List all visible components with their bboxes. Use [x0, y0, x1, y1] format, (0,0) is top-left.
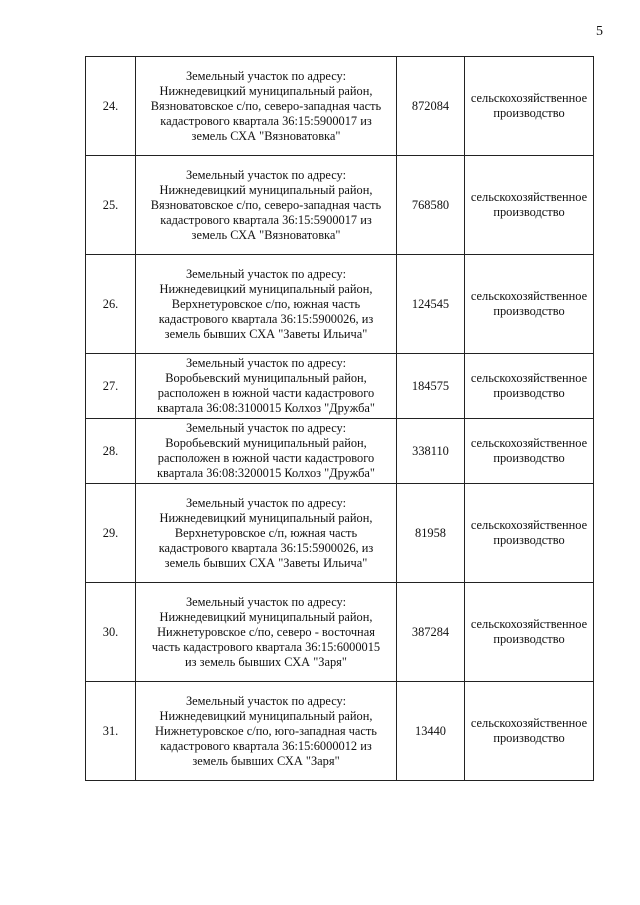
plot-description-cell: Земельный участок по адресу: Нижнедевицкий муниципальный район, Верхнетуровское с/п, южная часть кадастрового квартала 36:15:5900026, из земель бывших СХА "Заветы Ильича": [136, 484, 397, 583]
row-number-cell: 30.: [86, 583, 136, 682]
land-plots-table: [85, 56, 594, 781]
plot-description-cell: Земельный участок по адресу: Воробьевский муниципальный район, расположен в южной части кадастрового квартала 36:08:3100015 Колхоз "Дружба": [136, 354, 397, 419]
table-row: [86, 583, 594, 682]
row-number-cell: 25.: [86, 156, 136, 255]
plot-description-cell: Земельный участок по адресу: Нижнедевицкий муниципальный район, Нижнетуровское с/по, северо - восточная часть кадастрового квартала 36:15:6000015 из земель бывших СХА "Заря": [136, 583, 397, 682]
land-use-cell: сельскохозяйственное производство: [465, 354, 594, 419]
table-row: [86, 255, 594, 354]
land-use-cell: сельскохозяйственное производство: [465, 57, 594, 156]
plot-area-cell: 184575: [397, 354, 465, 419]
plot-description-cell: Земельный участок по адресу: Нижнедевицкий муниципальный район, Вязноватовское с/по, северо-западная часть кадастрового квартала 36:15:5900017 из земель СХА "Вязноватовка": [136, 57, 397, 156]
plot-description-cell: Земельный участок по адресу: Нижнедевицкий муниципальный район, Верхнетуровское с/по, южная часть кадастрового квартала 36:15:5900026, из земель бывших СХА "Заветы Ильича": [136, 255, 397, 354]
table-row: [86, 354, 594, 419]
plot-area-cell: 338110: [397, 419, 465, 484]
row-number-cell: 27.: [86, 354, 136, 419]
plot-area-cell: 81958: [397, 484, 465, 583]
plot-area-cell: 768580: [397, 156, 465, 255]
row-number-cell: 31.: [86, 682, 136, 781]
plot-description-cell: Земельный участок по адресу: Нижнедевицкий муниципальный район, Нижнетуровское с/по, юго-западная часть кадастрового квартала 36:15:6000012 из земель бывших СХА "Заря": [136, 682, 397, 781]
row-number-cell: 26.: [86, 255, 136, 354]
land-use-cell: сельскохозяйственное производство: [465, 255, 594, 354]
row-number-cell: 28.: [86, 419, 136, 484]
plot-description-cell: Земельный участок по адресу: Нижнедевицкий муниципальный район, Вязноватовское с/по, северо-западная часть кадастрового квартала 36:15:5900017 из земель СХА "Вязноватовка": [136, 156, 397, 255]
land-use-cell: сельскохозяйственное производство: [465, 682, 594, 781]
land-use-cell: сельскохозяйственное производство: [465, 156, 594, 255]
land-use-cell: сельскохозяйственное производство: [465, 583, 594, 682]
land-use-cell: сельскохозяйственное производство: [465, 419, 594, 484]
page-number: 5: [596, 24, 603, 39]
plot-area-cell: 387284: [397, 583, 465, 682]
plot-area-cell: 124545: [397, 255, 465, 354]
plot-description-cell: Земельный участок по адресу: Воробьевский муниципальный район, расположен в южной части кадастрового квартала 36:08:3200015 Колхоз "Дружба": [136, 419, 397, 484]
plot-area-cell: 872084: [397, 57, 465, 156]
table-row: [86, 484, 594, 583]
table-row: [86, 156, 594, 255]
table-row: [86, 419, 594, 484]
table-row: [86, 57, 594, 156]
row-number-cell: 29.: [86, 484, 136, 583]
table-row: [86, 682, 594, 781]
row-number-cell: 24.: [86, 57, 136, 156]
land-use-cell: сельскохозяйственное производство: [465, 484, 594, 583]
plot-area-cell: 13440: [397, 682, 465, 781]
